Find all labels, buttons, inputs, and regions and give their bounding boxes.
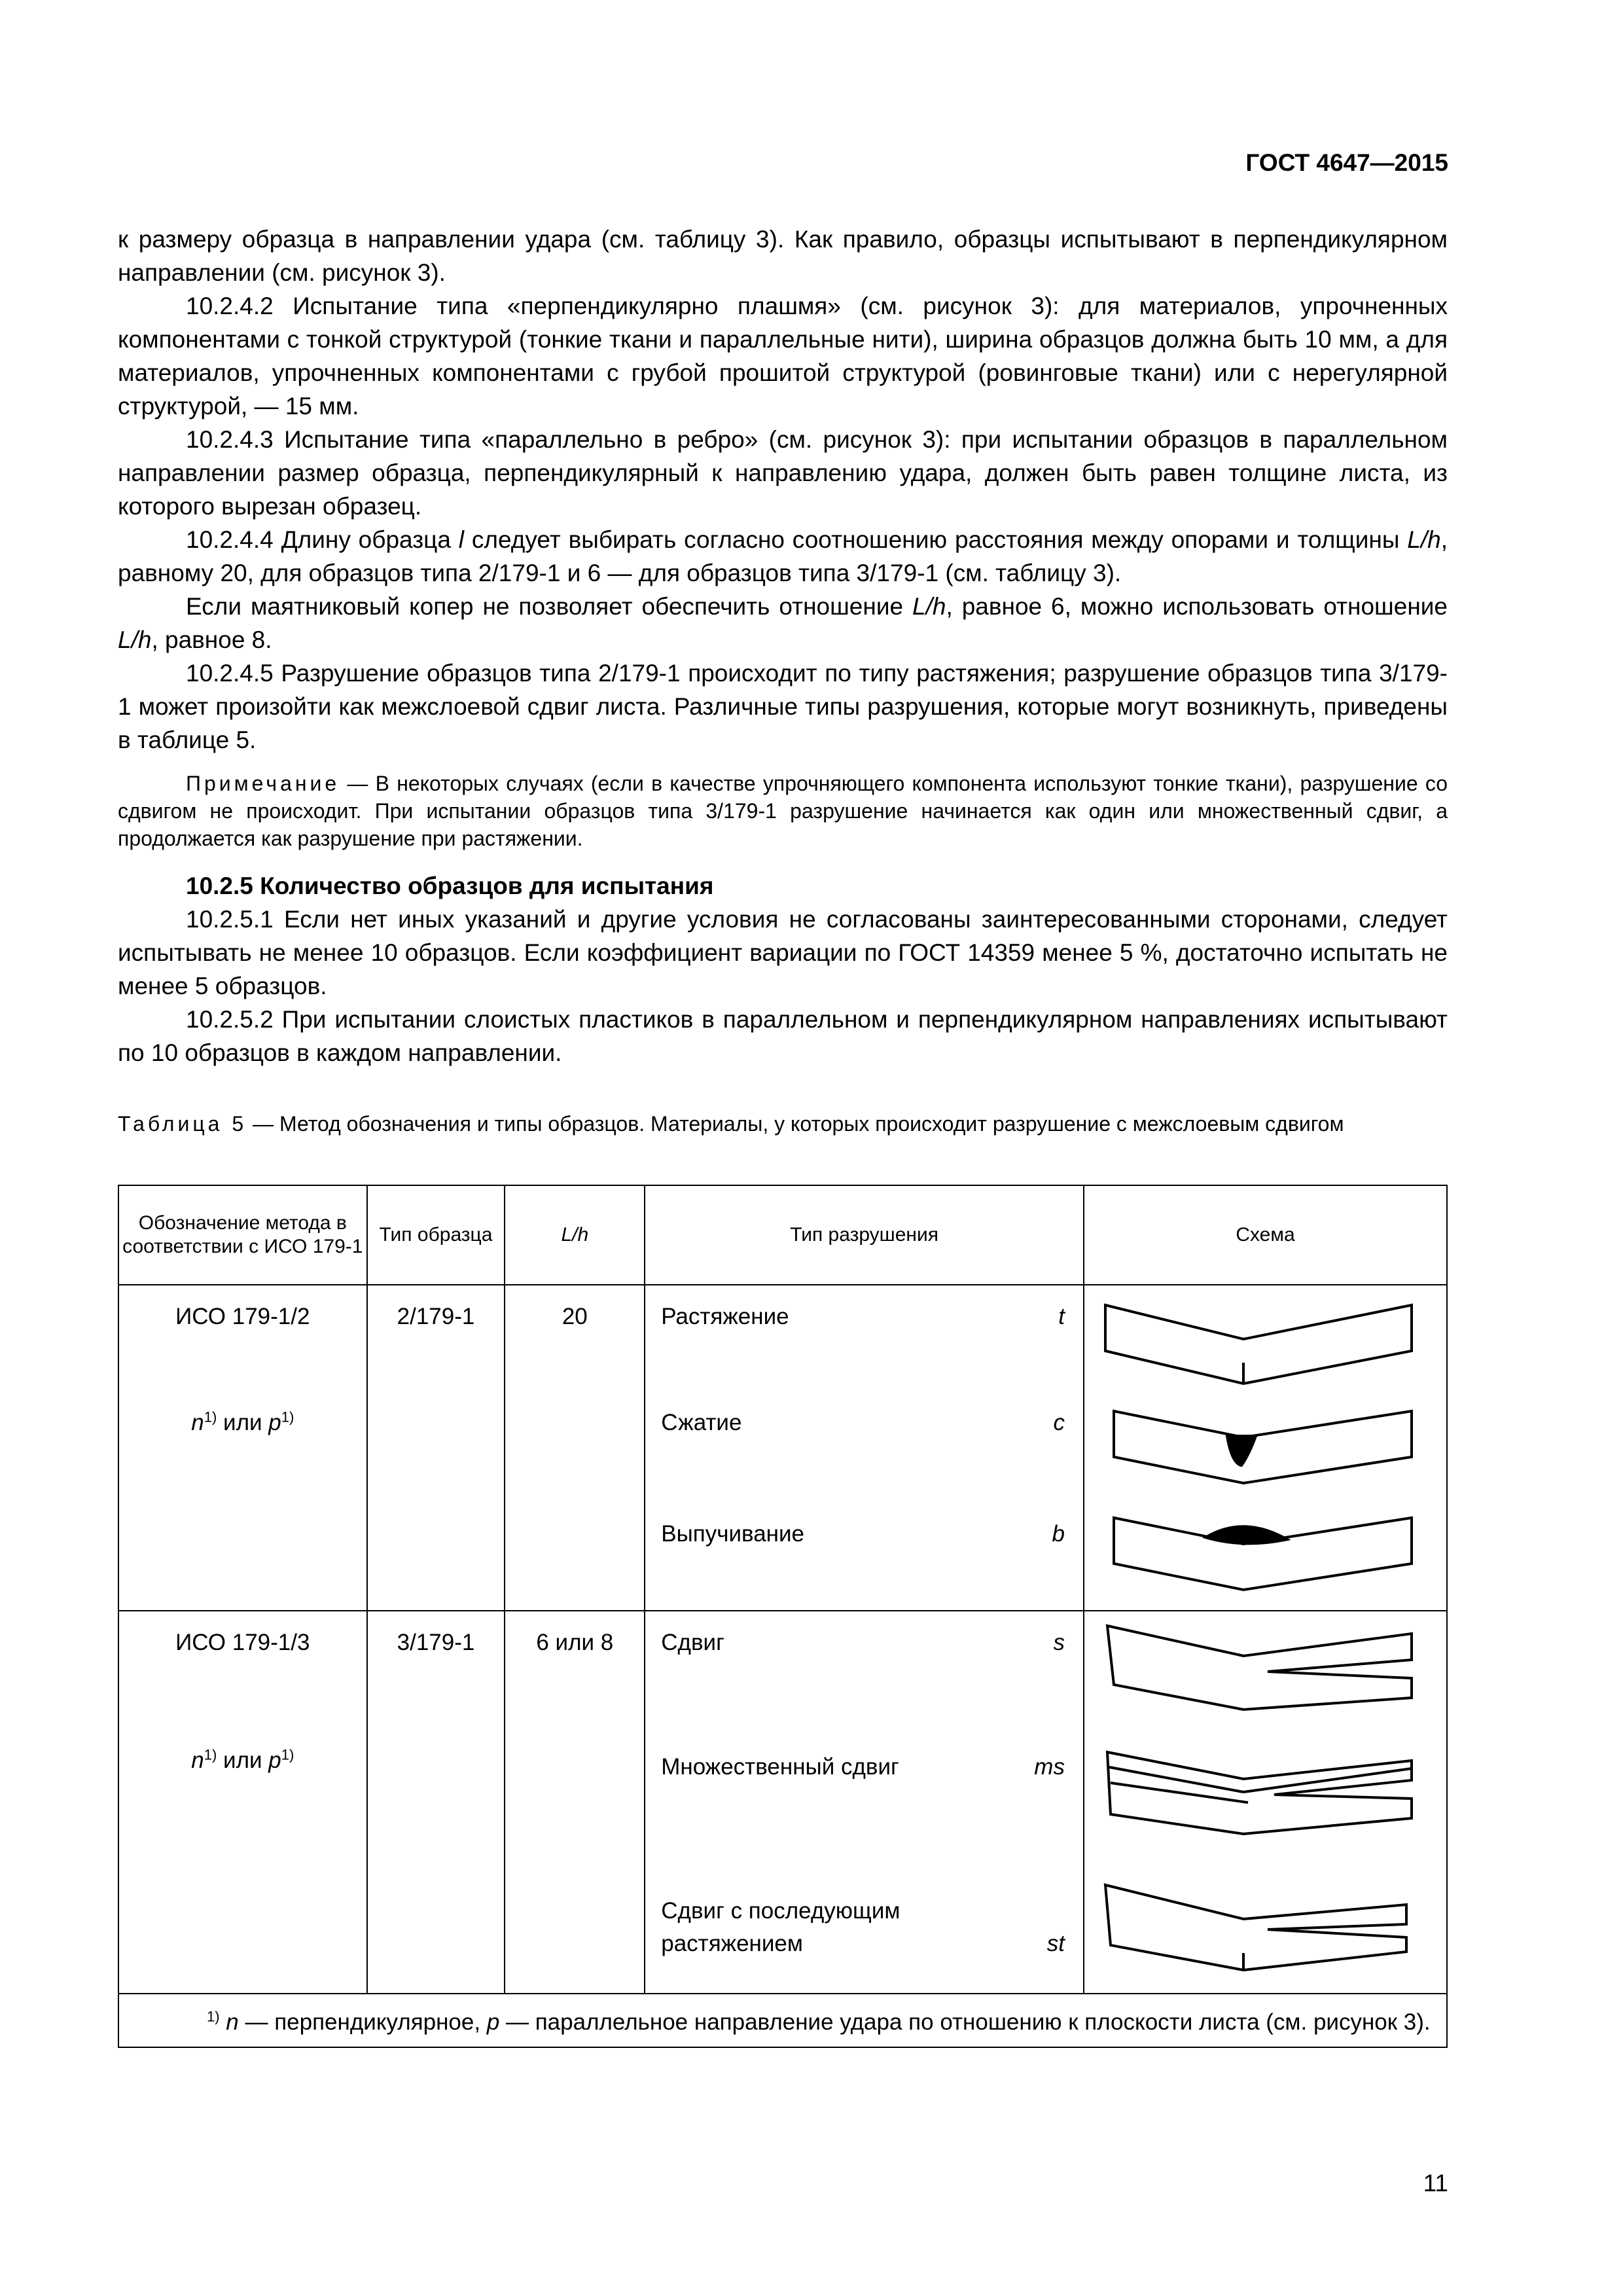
header-lh-text: L/h xyxy=(561,1224,589,1246)
failure-code: b xyxy=(1052,1521,1065,1547)
scheme-shear-tension xyxy=(1105,1885,1406,1970)
lh-value: 6 или 8 xyxy=(536,1630,614,1655)
paragraph-10-2-4-2: 10.2.4.2 Испытание типа «перпендикулярно плашмя» (см. рисунок 3): для материалов, упрочненных компонентами с тонкой структурой (тонкие ткани и параллельные нити), ширина образцов должна быть 10 мм, а для материалов, упрочненных компонентами с грубой прошитой структурой (ровинговые ткани) или с нерегулярной структурой, — 15 мм. xyxy=(118,293,1448,420)
var-lh: L/h xyxy=(118,626,152,653)
failure-name: Сжатие xyxy=(661,1410,742,1435)
cell-method xyxy=(118,1611,367,1994)
var-lh: L/h xyxy=(912,593,946,620)
failure-name-line2: растяжением xyxy=(661,1931,803,1956)
cell-type xyxy=(367,1285,505,1611)
body-text xyxy=(118,223,1448,1138)
table-row xyxy=(118,1285,1447,1611)
section-title: 10.2.5 Количество образцов для испытания xyxy=(186,872,714,899)
cell-type xyxy=(367,1611,505,1994)
failure-code: s xyxy=(1053,1630,1065,1655)
scheme-compression xyxy=(1114,1411,1412,1483)
header-method: Обозначение метода в соответствии с ИСО 179-1 xyxy=(118,1185,367,1285)
header-scheme: Схема xyxy=(1084,1185,1447,1285)
text: следует выбирать согласно соотношению расстояния между опорами и толщины xyxy=(464,526,1408,553)
cell-schemes xyxy=(1084,1285,1447,1611)
caption-label: Таблица 5 xyxy=(118,1112,247,1136)
scheme-multiple-shear xyxy=(1107,1752,1412,1834)
text: 10.2.4.4 Длину образца xyxy=(186,526,459,553)
paragraph-10-2-5-1: 10.2.5.1 Если нет иных указаний и другие условия не согласованы заинтересованными сторонами, следует испытывать не менее 10 образцов. Если коэффициент вариации по ГОСТ 14359 менее 5 %, достаточно испытать не менее 5 образцов. xyxy=(118,906,1448,999)
specimen-type: 3/179-1 xyxy=(397,1630,475,1655)
page-number: 11 xyxy=(1423,2170,1448,2197)
paragraph-10-2-4-3: 10.2.4.3 Испытание типа «параллельно в ребро» (см. рисунок 3): при испытании образцов в параллельном направлении размер образца, перпендикулярный к направлению удара, должен быть равен толщине листа, из которого вырезан образец. xyxy=(118,426,1448,520)
failure-name: Сдвиг xyxy=(661,1630,724,1655)
failure-name: Выпучивание xyxy=(661,1521,804,1547)
cell-failures xyxy=(645,1285,1084,1611)
note xyxy=(118,770,1448,852)
method-designation: ИСО 179-1/3 xyxy=(175,1630,310,1655)
failure-name: Растяжение xyxy=(661,1304,789,1329)
failure-schemes-group-2 xyxy=(1084,1611,1446,1993)
paragraph: к размеру образца в направлении удара (см. таблицу 3). Как правило, образцы испытывают в перпендикулярном направлении (см. рисунок 3). xyxy=(118,226,1448,286)
var-l: l xyxy=(458,526,465,553)
failure-code: c xyxy=(1053,1410,1065,1435)
header-lh xyxy=(505,1185,645,1285)
cell-failures xyxy=(645,1611,1084,1994)
standard-header: ГОСТ 4647—2015 xyxy=(1245,149,1448,176)
specimen-table xyxy=(118,1185,1448,2048)
note-label: Примечание xyxy=(186,772,340,795)
paragraph-10-2-4-5: 10.2.4.5 Разрушение образцов типа 2/179-1 происходит по типу растяжения; разрушение образцов типа 3/179-1 может произойти как межслоевой сдвиг листа. Различные типы разрушения, которые могут возникнуть, приведены в таблице 5. xyxy=(118,660,1448,753)
failure-code: ms xyxy=(1034,1754,1065,1780)
specimen-type: 2/179-1 xyxy=(397,1304,475,1329)
failure-schemes-group-1 xyxy=(1084,1285,1446,1610)
paragraph-ratio xyxy=(118,590,1448,656)
direction-note: $n^{1)}$ или $p^{1)}$ xyxy=(191,1746,294,1773)
table-footnote-row xyxy=(118,1994,1447,2047)
header-failure: Тип разрушения xyxy=(645,1185,1084,1285)
table-footnote: $^{1)}$ n — перпендикулярное, p — параллельное направление удара по отношению к плоскости листа (см. рисунок 3). xyxy=(118,1994,1447,2047)
scheme-buckling xyxy=(1114,1518,1412,1590)
scheme-tension xyxy=(1105,1305,1412,1384)
failure-code: st xyxy=(1046,1931,1065,1956)
table-header-row xyxy=(118,1185,1447,1285)
var-lh: L/h xyxy=(1407,526,1441,553)
caption-text: — Метод обозначения и типы образцов. Материалы, у которых происходит разрушение с межслоевым сдвигом xyxy=(247,1112,1344,1136)
paragraph-10-2-5-2: 10.2.5.2 При испытании слоистых пластиков в параллельном и перпендикулярном направлениях испытывают по 10 образцов в каждом направлении. xyxy=(118,1006,1448,1066)
text: , равное 6, можно использовать отношение xyxy=(946,593,1448,620)
failure-name-line1: Сдвиг с последующим xyxy=(661,1898,901,1924)
header-type: Тип образца xyxy=(367,1185,505,1285)
cell-lh xyxy=(505,1611,645,1994)
cell-schemes xyxy=(1084,1611,1447,1994)
table-row xyxy=(118,1611,1447,1994)
failure-code: t xyxy=(1058,1304,1065,1329)
text: , равному 20, для образцов типа 2/179-1 и 6 — для образцов типа 3/179-1 (см. таблицу 3). xyxy=(118,526,1448,586)
table-caption xyxy=(118,1110,1448,1138)
paragraph-10-2-4-4 xyxy=(118,523,1448,590)
lh-value: 20 xyxy=(562,1304,588,1329)
scheme-shear xyxy=(1107,1626,1412,1710)
failure-name: Множественный сдвиг xyxy=(661,1754,899,1780)
cell-method xyxy=(118,1285,367,1611)
note-text: — В некоторых случаях (если в качестве упрочняющего компонента используют тонкие ткани), разрушение со сдвигом не происходит. При испытании образцов типа 3/179-1 разрушение начинается как один или множественный сдвиг, а продолжается как разрушение при растяжении. xyxy=(118,772,1448,850)
method-designation: ИСО 179-1/2 xyxy=(175,1304,310,1329)
direction-note: $n^{1)}$ или $p^{1)}$ xyxy=(191,1408,294,1435)
text: Если маятниковый копер не позволяет обеспечить отношение xyxy=(186,593,913,620)
cell-lh xyxy=(505,1285,645,1611)
text: , равное 8. xyxy=(151,626,272,653)
